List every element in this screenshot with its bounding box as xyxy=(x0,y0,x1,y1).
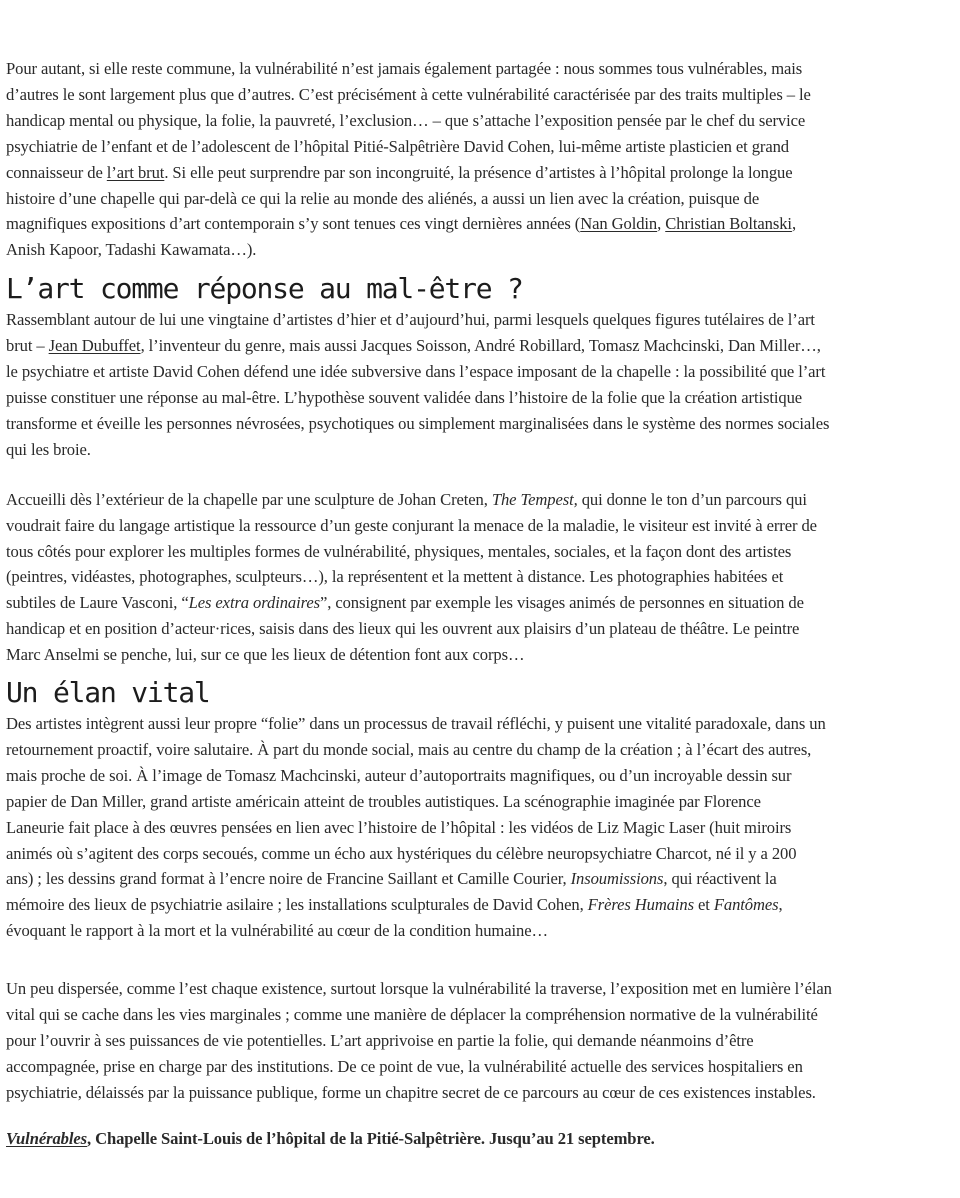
text-line: Vulnérables, Chapelle Saint-Louis de l’hôpital de la Pitié-Salpêtrière. Jusqu’au 21 septembre. xyxy=(6,1128,655,1148)
text-line: subtiles de Laure Vasconi, “Les extra ordinaires”, consignent par exemple les visages animés de personnes en situation de xyxy=(6,593,804,613)
text-line: transforme et éveille les personnes névrosées, psychotiques ou simplement marginalisées dans le système des normes sociales xyxy=(6,413,830,433)
section-heading: L’art comme réponse au mal-être ? xyxy=(6,272,523,306)
text-line: ans) ; les dessins grand format à l’encre noire de Francine Saillant et Camille Courier, Insoumissions, qui réactivent la xyxy=(6,869,777,889)
text-line: Pour autant, si elle reste commune, la vulnérabilité n’est jamais également partagée : nous sommes tous vulnérables, mais xyxy=(6,59,803,78)
paragraph xyxy=(6,307,960,462)
text-line: Un peu dispersée, comme l’est chaque existence, surtout lorsque la vulnérabilité la traverse, l’exposition met en lumière l’élan xyxy=(6,979,832,999)
artwork-title: The Tempest, xyxy=(491,489,578,509)
text-line: accompagnée, prise en charge par des institutions. De ce point de vue, la vulnérabilité actuelle des services hospitaliers en xyxy=(6,1056,803,1076)
text-line: Marc Anselmi se penche, lui, sur ce que les lieux de détention font aux corps… xyxy=(6,645,525,665)
paragraph xyxy=(6,487,960,668)
text-line: vital qui se cache dans les vies marginales ; comme une manière de déplacer la compréhension normative de la vulnérabilité xyxy=(6,1005,818,1025)
art-brut-link[interactable]: l’art brut xyxy=(106,162,165,182)
text-line: d’autres le sont largement plus que d’autres. C’est précisément à cette vulnérabilité caractérisée par des traits multiples – le xyxy=(6,84,811,104)
text-line: (peintres, vidéastes, photographes, sculpteurs…), la représentent et la mettent à distance. Les photographies habitées et xyxy=(6,567,784,587)
exhibition-title-link[interactable]: Vulnérables xyxy=(6,1128,87,1148)
text-line: mémoire des lieux de psychiatrie asilaire ; les installations sculpturales de David Cohen, Frères Humains et Fantômes, xyxy=(6,895,783,915)
text-line: puisse constituer une réponse au mal-être. L’hypothèse souvent validée dans l’histoire de la folie que la création artistique xyxy=(6,387,803,407)
christian-boltanski-link[interactable]: Christian Boltanski xyxy=(665,214,792,234)
text-line: handicap mental ou physique, la folie, la pauvreté, l’exclusion… – que s’attache l’exposition pensée par le chef du service xyxy=(6,110,806,130)
text-line: brut – Jean Dubuffet, l’inventeur du genre, mais aussi Jacques Soisson, André Robillard, Tomasz Machcinski, Dan Miller…, xyxy=(6,336,821,356)
text-line: handicap et en position d’acteur·rices, saisis dans des lieux qui les ouvrent aux plaisirs d’un plateau de théâtre. Le peintre xyxy=(6,619,800,639)
text-line: Laneurie fait place à des œuvres pensées en lien avec l’histoire de l’hôpital : les vidéos de Liz Magic Laser (huit miroirs xyxy=(6,817,792,837)
article xyxy=(6,56,960,1152)
text-line: retournement proactif, voire salutaire. À part du monde social, mais au centre du champ de la création ; à l’écart des autres, xyxy=(6,739,812,759)
text-line: tous côtés pour explorer les multiples formes de vulnérabilité, physiques, mentales, sociales, et la façon dont des artistes xyxy=(6,541,792,561)
text-line: voudrait faire du langage artistique la ressource d’un geste conjurant la menace de la maladie, le visiteur est invité à errer de xyxy=(6,515,817,535)
text-line: psychiatrie, délaissés par la puissance publique, forme un chapitre secret de ce parcours au cœur de ces existences instables. xyxy=(6,1082,816,1102)
artwork-title: Frères Humains xyxy=(587,895,694,915)
artwork-title: Fantômes xyxy=(713,895,779,915)
text-line: Anish Kapoor, Tadashi Kawamata…). xyxy=(6,240,257,260)
jean-dubuffet-link[interactable]: Jean Dubuffet xyxy=(48,336,141,356)
text-line: Accueilli dès l’extérieur de la chapelle par une sculpture de Johan Creten, The Tempest, qui donne le ton d’un parcours qui xyxy=(6,489,807,509)
text-line: Rassemblant autour de lui une vingtaine d’artistes d’hier et d’aujourd’hui, parmi lesquels quelques figures tutélaires de l’art xyxy=(6,310,815,330)
text-line: Des artistes intègrent aussi leur propre “folie” dans un processus de travail réfléchi, y puisent une vitalité paradoxale, dans un xyxy=(6,714,826,734)
paragraph xyxy=(6,976,960,1106)
text-line: animés où s’agitent des corps secoués, comme un écho aux hystériques du célèbre neuropsychiatre Charcot, né il y a 200 xyxy=(6,843,797,863)
paragraph-intro xyxy=(6,56,960,263)
artwork-title: Insoumissions xyxy=(570,869,664,889)
artwork-title: Les extra ordinaires xyxy=(188,593,320,613)
text-line: qui les broie. xyxy=(6,439,91,459)
text-line: évoquant le rapport à la mort et la vulnérabilité au cœur de la condition humaine… xyxy=(6,921,548,941)
text-line: magnifiques expositions d’art contemporain s’y sont tenues ces vingt dernières années (Nan Goldin, Christian Boltanski, xyxy=(6,214,796,234)
text-line: papier de Dan Miller, grand artiste américain atteint de troubles autistiques. La scénographie imaginée par Florence xyxy=(6,791,761,811)
nan-goldin-link[interactable]: Nan Goldin xyxy=(580,214,658,234)
text-line: le psychiatre et artiste David Cohen défend une idée subversive dans l’espace imposant de la chapelle : la possibilité que l’art xyxy=(6,362,826,382)
text-line: histoire d’une chapelle qui par-delà ce qui la relie au monde des aliénés, a aussi un lien avec la création, puisque de xyxy=(6,188,760,208)
text-line: connaisseur de l’art brut. Si elle peut surprendre par son incongruité, la présence d’artistes à l’hôpital prolonge la longue xyxy=(6,162,793,182)
text-line: psychiatrie de l’enfant et de l’adolescent de l’hôpital Pitié-Salpêtrière David Cohen, lui-même artiste plasticien et grand xyxy=(6,136,789,156)
exhibition-info xyxy=(6,1126,960,1152)
text-line: pour l’ouvrir à ses puissances de vie potentielles. L’art apprivoise en partie la folie, qui demande néanmoins d’être xyxy=(6,1031,754,1050)
text-line: mais proche de soi. À l’image de Tomasz Machcinski, auteur d’autoportraits magnifiques, ou d’un incroyable dessin sur xyxy=(6,765,792,785)
section-heading: Un élan vital xyxy=(6,676,210,710)
paragraph xyxy=(6,711,960,944)
